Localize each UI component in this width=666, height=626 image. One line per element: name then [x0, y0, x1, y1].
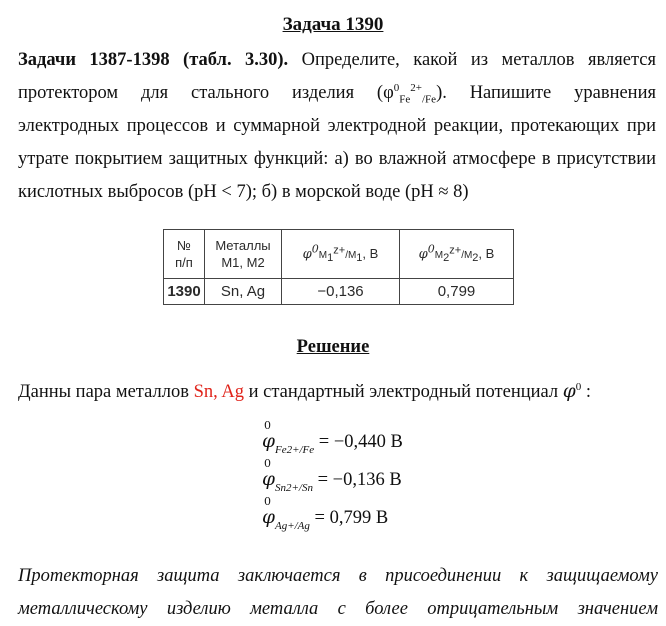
formula-label: Ag+/Ag: [274, 520, 310, 532]
solution-heading: Решение: [296, 337, 370, 357]
formula-value: = −0,440 В: [314, 432, 403, 452]
phi-symbol: $\varphi^0$: [418, 242, 435, 262]
header-metals-b: M1, M2: [221, 255, 265, 270]
header-metals: [205, 230, 282, 279]
header-potential-1: $\varphi^0M_1^{z+}/M_1$, В: [282, 230, 400, 279]
task-line-1: [18, 44, 656, 77]
formula-sn: [262, 457, 402, 494]
task-line-4: утрате покрытием защитных функций: а) во влажной атмосфере в присутствии: [18, 149, 656, 169]
cell-metals: Sn, Ag: [205, 279, 282, 305]
task-line-1-text: Определите, какой из металлов является: [288, 50, 656, 70]
given-phi: φ: [562, 381, 576, 402]
cell-number: 1390: [164, 279, 205, 305]
phi-sup: 0: [393, 81, 400, 94]
formula-value: = 0,799 В: [309, 508, 389, 528]
task-ref: Задачи 1387-1398 (табл. 3.30).: [18, 50, 289, 70]
page-title: Задача 1390: [282, 14, 384, 35]
table-row: [164, 279, 514, 305]
phi-sub-slash-fe: /Fe: [422, 93, 437, 106]
formula-phi: φ 0: [262, 495, 275, 528]
task-line-2-b: ). Напишите уравнения: [436, 83, 656, 103]
task-paragraph: [18, 44, 656, 209]
phi-sup-charge: 2+: [410, 81, 422, 94]
task-line-3: электродных процессов и суммарной электродной реакции, протекающих при: [18, 116, 656, 136]
phi-symbol: $\varphi^0$: [302, 242, 319, 262]
header-metals-a: Металлы: [215, 238, 271, 253]
formula-phi: φ 0: [262, 457, 275, 490]
phi-sub-fe: Fe: [399, 93, 411, 106]
given-metals: Sn, Ag: [193, 382, 244, 402]
header-potential-2: $\varphi^0M_2^{z+}/M_2$, В: [400, 230, 514, 279]
cell-potential-1: −0,136: [282, 279, 400, 305]
bottom-text: [18, 560, 658, 626]
given-prefix: Данны пара металлов: [18, 382, 194, 402]
header-potential-1-unit: , В: [362, 245, 379, 261]
header-number: [164, 230, 205, 279]
cell-potential-2: 0,799: [400, 279, 514, 305]
table-header-row: [164, 230, 514, 279]
formula-phi: φ 0: [262, 419, 275, 452]
header-number-b: п/п: [175, 255, 193, 270]
given-line: [18, 381, 591, 403]
bottom-line-2: металлическому изделию металла с более отрицательным значением: [18, 599, 658, 619]
formula-label: Fe2+/Fe: [274, 444, 315, 456]
formula-value: = −0,136 В: [312, 470, 402, 490]
formula-ag: [262, 495, 389, 532]
formula-fe: [262, 419, 403, 456]
formula-label: Sn2+/Sn: [274, 482, 313, 494]
header-potential-2-unit: , В: [478, 245, 495, 261]
task-line-2: [18, 77, 656, 110]
bottom-line-1: Протекторная защита заключается в присоединении к защищаемому: [18, 566, 658, 586]
given-suffix: и стандартный электродный потенциал: [243, 382, 563, 402]
given-colon: :: [581, 382, 592, 402]
header-number-a: №: [177, 238, 191, 253]
given-phi-sup: 0: [575, 380, 582, 393]
metals-table: [163, 229, 514, 305]
task-line-5: кислотных выбросов (pH < 7); б) в морской воде (pH ≈ 8): [18, 182, 469, 202]
task-line-2-a: протектором для стального изделия (φ: [18, 83, 394, 103]
